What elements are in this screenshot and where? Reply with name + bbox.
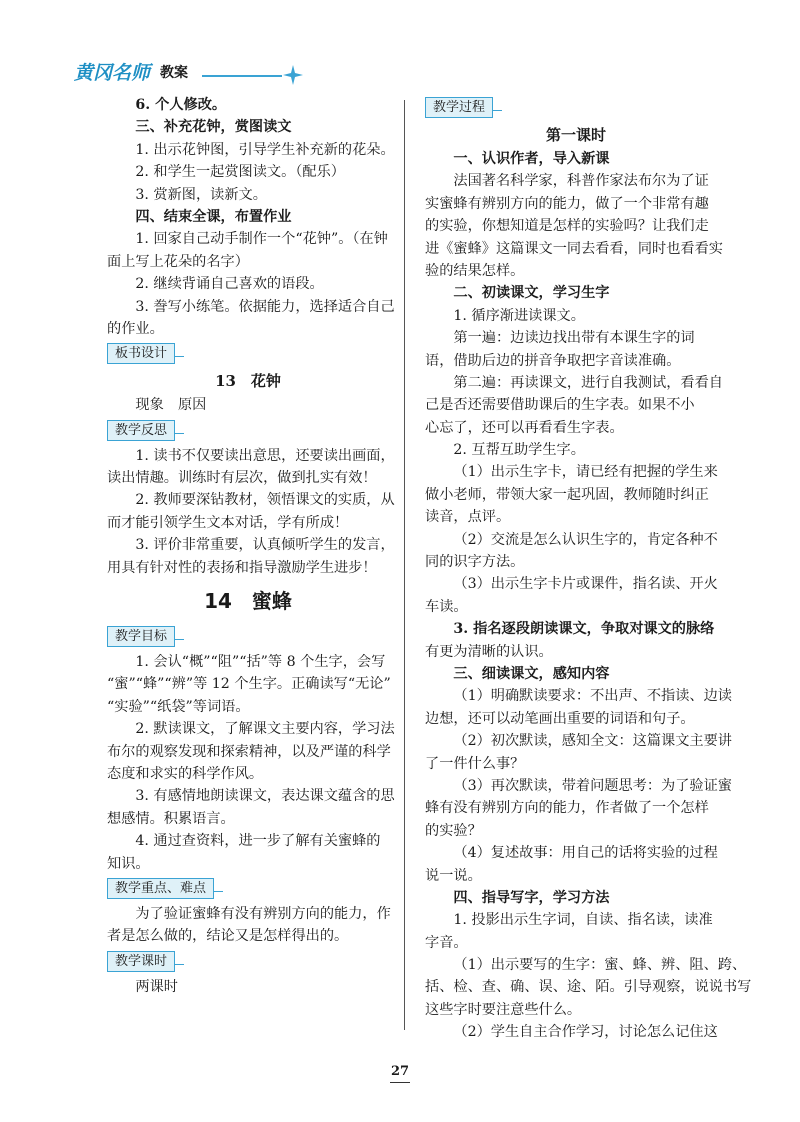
section-heading: 一、认识作者，导入新课 (453, 151, 610, 167)
text-line: 1. 读书不仅要读出意思，还要读出画面， (135, 447, 395, 464)
text-line: （2）初次默读，感知全文：这篇课文主要讲 (453, 733, 732, 750)
text-line: 用具有针对性的表扬和指导激励学生进步！ (107, 559, 377, 576)
text-line: 1. 投影出示生字词，自读、指名读，读准 (453, 912, 713, 929)
text-line: 3. 誊写小练笔。依据能力，选择适合自己 (135, 298, 395, 315)
text-line: 读音，点评。 (425, 509, 511, 526)
section-heading: 四、结束全课，布置作业 (135, 208, 292, 225)
section-heading: 四、指导写字，学习方法 (453, 889, 610, 906)
text-line: 2. 默读课文，了解课文主要内容，学习法 (135, 721, 395, 738)
period-title: 第一课时 (545, 126, 606, 144)
text-line: 心忘了，还可以再看看生字表。 (425, 419, 624, 436)
text-line: 车读。 (425, 598, 468, 615)
text-line: 这些字时要注意些什么。 (425, 1001, 582, 1018)
text-line: 1. 会认“概”“阻”“括”等 8 个生字，会写 (135, 654, 386, 671)
left-column (107, 94, 395, 998)
text-line: “蜜”“蜂”“辨”等 12 个生字。正确读写“无论” (107, 676, 391, 693)
page-number: 27 (390, 1064, 410, 1079)
text-line: 3. 赏新图，读新文。 (135, 186, 267, 203)
text-line: 语，借助后边的拼音争取把字音读准确。 (425, 352, 681, 369)
text-line: 面上写上花朵的名字） (107, 253, 249, 270)
text-line: “实验”“纸袋”等词语。 (107, 698, 250, 715)
text-line: 6. 个人修改。 (135, 97, 227, 113)
header-subtitle: 教案 (160, 65, 188, 81)
page-number-underline (390, 1082, 410, 1083)
section-tag-reflect: 教学反思 (107, 420, 175, 441)
right-column (425, 94, 752, 1044)
text-line: 字音。 (425, 934, 468, 951)
text-line: 读出情趣。训练时有层次，做到扎实有效！ (107, 470, 377, 487)
section-tag-goal: 教学目标 (107, 626, 175, 647)
text-line: 说一说。 (425, 867, 482, 884)
text-line: 蜂有没有辨别方向的能力，作者做了一个怎样 (425, 800, 709, 817)
text-line: 而才能引领学生文本对话，学有所成！ (107, 514, 349, 531)
text-line: 2. 和学生一起赏图读文。（配乐） (135, 164, 345, 181)
text-line: 验的结果怎样。 (425, 262, 525, 279)
text-line: 1. 回家自己动手制作一个“花钟”。（在钟 (135, 231, 388, 248)
text-line: 想感情。积累语言。 (107, 810, 235, 827)
section-tag-process: 教学过程 (425, 97, 493, 118)
text-line: 己是否还需要借助课后的生字表。如果不小 (425, 397, 695, 414)
text-line: 2. 互帮互助学生字。 (453, 442, 585, 459)
text-line: 进《蜜蜂》这篇课文一同去看看，同时也看看实 (425, 240, 723, 257)
text-line: 2. 继续背诵自己喜欢的语段。 (135, 276, 324, 293)
section-tag-board: 板书设计 (107, 343, 175, 364)
text-line: 为了验证蜜蜂有没有辨别方向的能力，作 (135, 905, 391, 922)
text-line: 的作业。 (107, 320, 164, 337)
text-line: 者是怎么做的，结论又是怎样得出的。 (107, 928, 349, 945)
text-line: 布尔的观察发现和探索精神，以及严谨的科学 (107, 743, 391, 760)
text-line: 1. 出示花钟图，引导学生补充新的花朵。 (135, 141, 395, 158)
section-heading: 二、初读课文，学习生字 (453, 285, 610, 302)
text-line: （2）交流是怎么认识生字的，肯定各种不 (453, 531, 718, 548)
text-line: 3. 评价非常重要，认真倾听学生的发言， (135, 537, 395, 554)
page-header (74, 56, 334, 86)
text-line: （1）出示生字卡，请已经有把握的学生来 (453, 464, 718, 481)
text-line: （2）学生自主合作学习，讨论怎么记住这 (453, 1024, 718, 1041)
text-line: 括、检、查、确、误、途、陌。引导观察，说说书写 (425, 979, 752, 996)
text-line: 第一遍：边读边找出带有本课生字的词 (453, 330, 695, 347)
board-title: 13 花钟 (215, 372, 281, 391)
sparkle-icon (282, 64, 304, 86)
board-content: 现象 原因 (135, 397, 207, 414)
text-line: 边想，还可以动笔画出重要的词语和句子。 (425, 710, 695, 727)
text-line: 4. 通过查资料，进一步了解有关蜜蜂的 (135, 833, 381, 850)
brand-logo: 黄冈名师 (74, 62, 151, 84)
text-line: 了一件什么事？ (425, 755, 525, 772)
text-line: （4）复述故事：用自己的话将实验的过程 (453, 845, 718, 862)
text-line: （3）再次默读，带着问题思考：为了验证蜜 (453, 777, 732, 794)
column-divider (404, 100, 405, 1030)
section-heading: 三、细读课文，感知内容 (453, 665, 610, 682)
text-line: 1. 循序渐进读课文。 (453, 307, 585, 324)
text-line: （1）明确默读要求：不出声、不指读、边读 (453, 688, 732, 705)
text-line: 有更为清晰的认识。 (425, 643, 553, 660)
section-tag-key: 教学重点、难点 (107, 878, 214, 899)
text-line: 的实验，你想知道是怎样的实验吗？让我们走 (425, 218, 709, 235)
text-line: 实蜜蜂有辨别方向的能力，做了一个非常有趣 (425, 195, 709, 212)
header-rule (202, 75, 282, 77)
lesson-title: 14 蜜蜂 (204, 589, 292, 614)
text-line: （1）出示要写的生字：蜜、蜂、辨、阻、跨、 (453, 957, 747, 974)
text-line: （3）出示生字卡片或课件，指名读、开火 (453, 576, 718, 593)
section-heading: 三、补充花钟，赏图读文 (135, 119, 292, 136)
text-line: 3. 有感情地朗读课文，表达课文蕴含的思 (135, 788, 395, 805)
text-line: 两课时 (135, 978, 178, 995)
text-line: 第二遍：再读课文，进行自我测试，看看自 (453, 374, 723, 391)
text-line: 法国著名科学家，科普作家法布尔为了证 (453, 173, 709, 190)
text-line: 态度和求实的科学作风。 (107, 765, 264, 782)
text-line: 做小老师，带领大家一起巩固，教师随时纠正 (425, 486, 709, 503)
text-line: 知识。 (107, 855, 150, 872)
text-line: 3. 指名逐段朗读课文，争取对课文的脉络 (453, 621, 715, 638)
text-line: 的实验？ (425, 822, 482, 839)
section-tag-period: 教学课时 (107, 951, 175, 972)
text-line: 同的识字方法。 (425, 554, 525, 571)
text-line: 2. 教师要深钻教材，领悟课文的实质，从 (135, 492, 395, 509)
